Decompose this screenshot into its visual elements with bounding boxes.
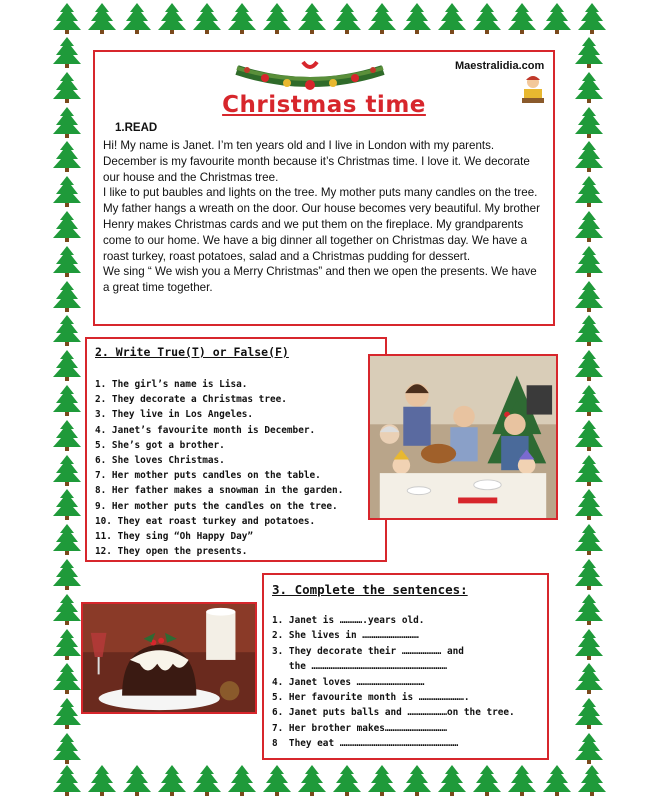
christmas-tree-icon: [52, 2, 82, 34]
christmas-tree-icon: [52, 175, 82, 207]
list-item: 7. Her brother makes……………………………: [272, 722, 447, 734]
list-item: 2. She lives in …………………………: [272, 630, 419, 642]
list-item: 11. They sing “Oh Happy Day”: [95, 531, 254, 543]
list-item: the ………………………………………………………………: [272, 661, 447, 673]
christmas-tree-icon: [574, 662, 604, 694]
list-item: 6. Janet puts balls and …………………on the tree.: [272, 707, 515, 719]
complete-title: 3. Complete the sentences:: [272, 582, 468, 597]
christmas-tree-icon: [52, 558, 82, 590]
christmas-tree-icon: [52, 732, 82, 764]
christmas-tree-icon: [52, 280, 82, 312]
christmas-pudding-photo: [81, 602, 257, 714]
christmas-tree-icon: [52, 593, 82, 625]
list-item: 1. The girl’s name is Lisa.: [95, 379, 248, 390]
christmas-tree-icon: [192, 2, 222, 34]
christmas-tree-icon: [52, 764, 82, 796]
christmas-tree-icon: [52, 419, 82, 451]
true-false-title: 2. Write True(T) or False(F): [95, 345, 289, 359]
list-item: 4. Janet loves ………………………………: [272, 676, 425, 688]
christmas-tree-icon: [574, 419, 604, 451]
story-paragraph: Hi! My name is Janet. I’m ten years old and I live in London with my parents. December is my favourite month because it’s Christmas time. I love it. We decorate our house and the Christmas tree.: [103, 139, 530, 184]
christmas-tree-icon: [52, 384, 82, 416]
christmas-tree-icon: [472, 764, 502, 796]
christmas-tree-icon: [577, 764, 607, 796]
list-item: 9. Her mother puts the candles on the tree.: [95, 500, 338, 512]
list-item: 1. Janet is ………….years old.: [272, 615, 425, 626]
christmas-tree-icon: [52, 210, 82, 242]
christmas-tree-icon: [574, 593, 604, 625]
christmas-tree-icon: [52, 662, 82, 694]
christmas-tree-icon: [262, 2, 292, 34]
list-item: 2. They decorate a Christmas tree.: [95, 394, 287, 406]
christmas-tree-icon: [437, 764, 467, 796]
christmas-tree-icon: [574, 314, 604, 346]
story-text: [103, 138, 543, 296]
read-label: 1.READ: [115, 122, 158, 134]
christmas-tree-icon: [574, 349, 604, 381]
christmas-tree-icon: [574, 558, 604, 590]
story-paragraph: I like to put baubles and lights on the tree. My mother puts many candles on the tree. My father hangs a wreath on the door. Our house becomes very beautiful. My brother Henry makes Christmas cards and we put them on the fireplace. My grandparents come to our home. We have a big dinner all together on Christmas day. We have a roast turkey, roast potatoes, salad and a Christmas pudding for dessert.: [103, 186, 540, 263]
list-item: 7. Her mother puts candles on the table.: [95, 470, 321, 482]
list-item: 12. They open the presents.: [95, 546, 248, 558]
christmas-tree-icon: [52, 314, 82, 346]
complete-sentences-section: [262, 573, 549, 760]
christmas-tree-icon: [122, 2, 152, 34]
christmas-tree-icon: [574, 71, 604, 103]
true-false-list: [95, 377, 343, 559]
christmas-tree-icon: [157, 2, 187, 34]
christmas-tree-icon: [574, 523, 604, 555]
christmas-tree-icon: [157, 764, 187, 796]
christmas-tree-icon: [262, 764, 292, 796]
christmas-tree-icon: [227, 764, 257, 796]
list-item: 6. She loves Christmas.: [95, 455, 225, 467]
christmas-tree-icon: [507, 764, 537, 796]
list-item: 3. They decorate their ………………… and: [272, 645, 464, 657]
christmas-tree-icon: [87, 764, 117, 796]
christmas-tree-icon: [542, 764, 572, 796]
christmas-tree-icon: [52, 71, 82, 103]
christmas-tree-icon: [52, 245, 82, 277]
christmas-tree-icon: [52, 106, 82, 138]
christmas-tree-icon: [192, 764, 222, 796]
christmas-tree-icon: [574, 210, 604, 242]
christmas-tree-icon: [574, 36, 604, 68]
list-item: 4. Janet’s favourite month is December.: [95, 424, 316, 436]
list-item: 3. They live in Los Angeles.: [95, 409, 254, 421]
christmas-tree-icon: [52, 628, 82, 660]
list-item: 10. They eat roast turkey and potatoes.: [95, 515, 316, 527]
christmas-tree-icon: [574, 175, 604, 207]
christmas-tree-icon: [52, 523, 82, 555]
christmas-tree-icon: [437, 2, 467, 34]
page-title: Christmas time: [222, 92, 426, 118]
complete-list: [272, 613, 515, 752]
tree-border-top: [52, 2, 607, 36]
tree-border-left: [52, 36, 84, 764]
christmas-tree-icon: [367, 764, 397, 796]
christmas-tree-icon: [367, 2, 397, 34]
garland-icon: [235, 56, 385, 96]
family-dinner-photo: [368, 354, 558, 520]
christmas-tree-icon: [472, 2, 502, 34]
christmas-tree-icon: [574, 280, 604, 312]
christmas-tree-icon: [52, 488, 82, 520]
christmas-tree-icon: [574, 384, 604, 416]
tree-border-right: [574, 36, 606, 764]
christmas-tree-icon: [574, 140, 604, 172]
christmas-tree-icon: [122, 764, 152, 796]
christmas-tree-icon: [574, 488, 604, 520]
christmas-tree-icon: [227, 2, 257, 34]
christmas-tree-icon: [332, 764, 362, 796]
christmas-tree-icon: [574, 732, 604, 764]
christmas-tree-icon: [297, 2, 327, 34]
christmas-tree-icon: [297, 764, 327, 796]
christmas-tree-icon: [402, 2, 432, 34]
christmas-tree-icon: [87, 2, 117, 34]
site-name: Maestralidia.com: [455, 60, 545, 72]
reading-section: [93, 50, 555, 326]
christmas-tree-icon: [542, 2, 572, 34]
christmas-tree-icon: [402, 764, 432, 796]
christmas-tree-icon: [332, 2, 362, 34]
christmas-tree-icon: [52, 349, 82, 381]
christmas-tree-icon: [52, 454, 82, 486]
list-item: 8 They eat ………………………………………………………: [272, 738, 459, 750]
christmas-tree-icon: [574, 454, 604, 486]
christmas-tree-icon: [574, 245, 604, 277]
christmas-tree-icon: [507, 2, 537, 34]
true-false-section: [85, 337, 387, 562]
christmas-tree-icon: [574, 628, 604, 660]
christmas-tree-icon: [577, 2, 607, 34]
christmas-tree-icon: [574, 697, 604, 729]
list-item: 5. She’s got a brother.: [95, 439, 225, 451]
story-paragraph: We sing “ We wish you a Merry Christmas” and then we open the presents. We have a great time together.: [103, 265, 537, 295]
christmas-tree-icon: [52, 140, 82, 172]
tree-border-bottom: [52, 764, 607, 798]
list-item: 5. Her favourite month is …………………….: [272, 692, 470, 704]
christmas-tree-icon: [52, 697, 82, 729]
christmas-tree-icon: [52, 36, 82, 68]
christmas-tree-icon: [574, 106, 604, 138]
list-item: 8. Her father makes a snowman in the garden.: [95, 485, 344, 497]
